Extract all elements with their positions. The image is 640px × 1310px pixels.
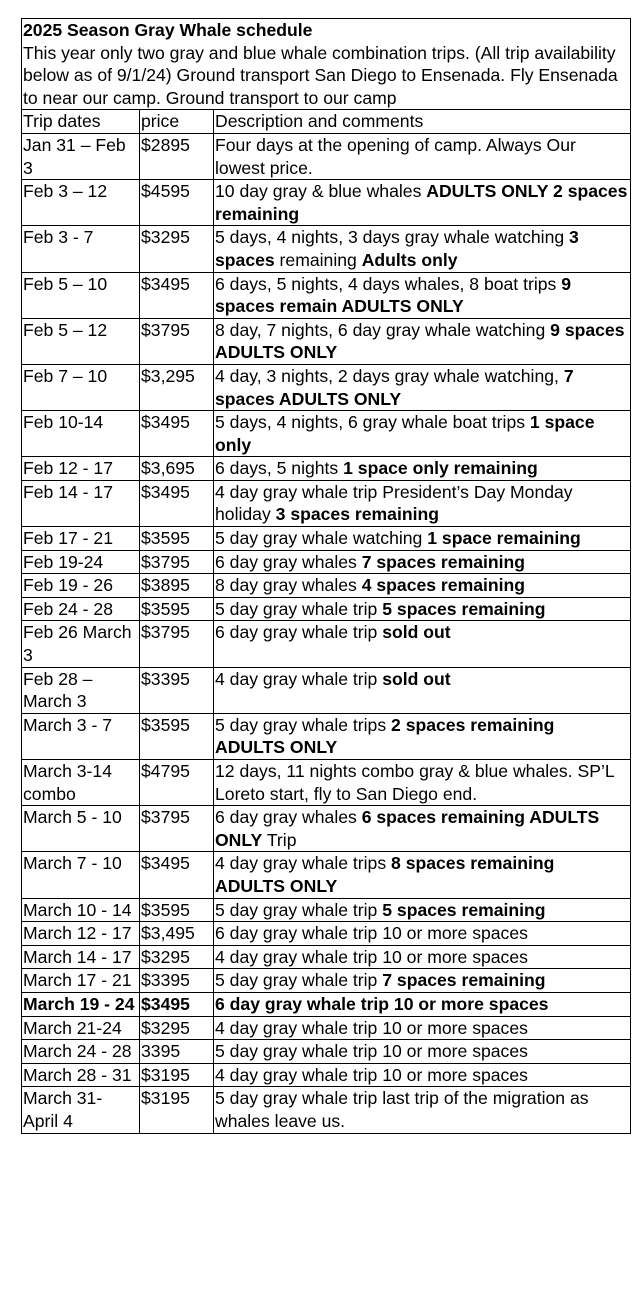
table-row	[22, 574, 631, 598]
price-cell: $3895	[140, 574, 214, 598]
description-highlight: 3 spaces	[215, 227, 579, 270]
schedule-sheet	[21, 18, 630, 1134]
description-text: Trip	[262, 829, 297, 850]
description-text: 5 days, 4 nights, 6 gray whale boat trips	[215, 412, 530, 433]
table-row	[22, 945, 631, 969]
trip-dates-cell: Feb 7 – 10	[22, 364, 140, 410]
description-highlight: 1 space remaining	[427, 528, 581, 549]
table-row	[22, 760, 631, 806]
trip-dates-cell: March 24 - 28	[22, 1040, 140, 1064]
trip-dates-cell: Feb 5 – 10	[22, 272, 140, 318]
description-cell	[214, 852, 631, 898]
table-row	[22, 713, 631, 759]
description-text: 5 day gray whale trip	[215, 899, 383, 920]
table-row	[22, 992, 631, 1016]
description-cell	[214, 1087, 631, 1133]
description-cell	[214, 364, 631, 410]
description-cell	[214, 806, 631, 852]
description-cell	[214, 411, 631, 457]
description-highlight: ADULTS ONLY 2 spaces remaining	[215, 181, 628, 224]
description-highlight: 7 spaces ADULTS ONLY	[215, 365, 574, 409]
description-text: 6 days, 5 nights, 4 days whales, 8 boat trips	[215, 273, 562, 294]
description-highlight: 1 space only	[215, 412, 595, 455]
description-highlight: 3 spaces remaining	[275, 504, 439, 525]
description-text: 6 day gray whale trip	[215, 622, 383, 643]
description-cell	[214, 457, 631, 481]
trip-dates-cell: Feb 17 - 21	[22, 527, 140, 551]
description-cell	[214, 480, 631, 526]
description-text: 5 day gray whale watching	[215, 528, 428, 549]
description-cell	[214, 226, 631, 272]
trip-dates-cell: March 10 - 14	[22, 898, 140, 922]
price-cell: $3495	[140, 480, 214, 526]
table-row	[22, 806, 631, 852]
schedule-table	[21, 18, 631, 1134]
description-text: 4 day gray whale trip 10 or more spaces	[215, 946, 528, 967]
price-cell: $3595	[140, 713, 214, 759]
price-cell: $3195	[140, 1087, 214, 1133]
price-cell: $4595	[140, 180, 214, 226]
description-highlight: 6 spaces remaining ADULTS ONLY	[215, 807, 600, 850]
trip-dates-cell: Feb 26 March 3	[22, 621, 140, 667]
table-row	[22, 898, 631, 922]
table-row	[22, 133, 631, 179]
price-cell: $3295	[140, 1016, 214, 1040]
description-text: 6 days, 5 nights	[215, 458, 344, 479]
description-text: remaining	[274, 249, 362, 270]
description-cell	[214, 713, 631, 759]
title-cell	[22, 19, 631, 110]
trip-dates-cell: Feb 12 - 17	[22, 457, 140, 481]
price-cell: $3595	[140, 597, 214, 621]
description-cell	[214, 1040, 631, 1064]
description-text: 4 day gray whale trip President’s Day Monday holiday	[215, 481, 573, 525]
column-header-price: price	[140, 110, 214, 134]
description-cell	[214, 272, 631, 318]
trip-dates-cell: Feb 10-14	[22, 411, 140, 457]
price-cell: $2895	[140, 133, 214, 179]
table-row	[22, 1063, 631, 1087]
trip-dates-cell: March 3-14 combo	[22, 760, 140, 806]
price-cell: $3595	[140, 898, 214, 922]
description-cell	[214, 574, 631, 598]
description-cell	[214, 969, 631, 993]
trip-dates-cell: March 28 - 31	[22, 1063, 140, 1087]
description-highlight: 7 spaces remaining	[361, 551, 526, 572]
description-text: 5 day gray whale trips	[215, 714, 392, 735]
description-text: 8 day, 7 nights, 6 day gray whale watching	[215, 319, 551, 340]
description-highlight: 8 spaces remaining ADULTS ONLY	[215, 853, 555, 896]
table-row	[22, 411, 631, 457]
price-cell: $3795	[140, 318, 214, 364]
price-cell: $3795	[140, 550, 214, 574]
description-text: 12 days, 11 nights combo gray & blue whales. SP’L Loreto start, fly to San Diego end.	[215, 761, 615, 804]
table-row	[22, 1087, 631, 1133]
description-text: 4 day gray whale trip 10 or more spaces	[215, 1017, 528, 1038]
description-highlight: 4 spaces remaining	[361, 575, 526, 596]
title-row	[22, 19, 631, 110]
table-row	[22, 364, 631, 410]
description-cell	[214, 527, 631, 551]
description-highlight: 1 space only remaining	[343, 458, 538, 479]
description-cell	[214, 318, 631, 364]
table-row	[22, 621, 631, 667]
price-cell: $3,695	[140, 457, 214, 481]
table-row	[22, 922, 631, 946]
trip-dates-cell: March 3 - 7	[22, 713, 140, 759]
description-cell	[214, 992, 631, 1016]
schedule-intro: This year only two gray and blue whale combination trips. (All trip availability below as of 9/1/24) Ground transport San Diego to Ensenada. Fly Ensenada to near our camp. Ground transport to our camp	[23, 42, 618, 108]
price-cell: $3,295	[140, 364, 214, 410]
price-cell: $3795	[140, 806, 214, 852]
price-cell: $3495	[140, 272, 214, 318]
column-header-description: Description and comments	[214, 110, 631, 134]
description-text: 8 day gray whales	[215, 575, 362, 596]
trip-dates-cell: March 7 - 10	[22, 852, 140, 898]
description-text: 5 day gray whale trip	[215, 598, 383, 619]
description-text: 5 days, 4 nights, 3 days gray whale watching	[215, 227, 570, 248]
trip-dates-cell: March 17 - 21	[22, 969, 140, 993]
description-text: 6 day gray whale trip 10 or more spaces	[215, 923, 528, 944]
trip-dates-cell: Feb 28 – March 3	[22, 667, 140, 713]
description-highlight: 7 spaces remaining	[382, 970, 546, 991]
description-cell	[214, 760, 631, 806]
trip-dates-cell: Feb 3 - 7	[22, 226, 140, 272]
table-row	[22, 457, 631, 481]
description-highlight: sold out	[382, 668, 451, 689]
trip-dates-cell: March 5 - 10	[22, 806, 140, 852]
price-cell: 3395	[140, 1040, 214, 1064]
table-row	[22, 1016, 631, 1040]
description-text: 5 day gray whale trip	[215, 970, 383, 991]
trip-dates-cell: Jan 31 – Feb 3	[22, 133, 140, 179]
price-cell: $3195	[140, 1063, 214, 1087]
description-highlight: sold out	[382, 622, 451, 643]
description-text: 4 day gray whale trip 10 or more spaces	[215, 1064, 528, 1085]
price-cell: $3,495	[140, 922, 214, 946]
price-cell: $3595	[140, 527, 214, 551]
description-cell	[214, 550, 631, 574]
trip-dates-cell: Feb 24 - 28	[22, 597, 140, 621]
table-row	[22, 1040, 631, 1064]
description-highlight: Adults only	[361, 249, 458, 270]
description-cell	[214, 621, 631, 667]
trip-dates-cell: Feb 19-24	[22, 550, 140, 574]
trip-dates-cell: March 14 - 17	[22, 945, 140, 969]
description-text: 5 day gray whale trip last trip of the migration as whales leave us.	[215, 1088, 589, 1131]
trip-dates-cell: Feb 14 - 17	[22, 480, 140, 526]
table-row	[22, 272, 631, 318]
price-cell: $3495	[140, 992, 214, 1016]
description-text: 6 day gray whale trip 10 or more spaces	[215, 993, 549, 1014]
description-highlight: 9 spaces remain ADULTS ONLY	[215, 273, 572, 317]
table-row	[22, 667, 631, 713]
description-cell	[214, 667, 631, 713]
description-cell	[214, 1063, 631, 1087]
trip-dates-cell: Feb 19 - 26	[22, 574, 140, 598]
price-cell: $4795	[140, 760, 214, 806]
description-highlight: 9 spaces ADULTS ONLY	[215, 319, 625, 363]
table-row	[22, 969, 631, 993]
description-text: 6 day gray whales	[215, 807, 362, 828]
description-cell	[214, 945, 631, 969]
table-row	[22, 852, 631, 898]
price-cell: $3295	[140, 945, 214, 969]
description-highlight: 5 spaces remaining	[382, 598, 546, 619]
table-row	[22, 318, 631, 364]
trip-dates-cell: March 19 - 24	[22, 992, 140, 1016]
table-row	[22, 527, 631, 551]
table-row	[22, 597, 631, 621]
description-cell	[214, 133, 631, 179]
description-text: 4 day, 3 nights, 2 days gray whale watching,	[215, 365, 564, 386]
trip-dates-cell: March 31- April 4	[22, 1087, 140, 1133]
description-highlight: 2 spaces remaining ADULTS ONLY	[215, 714, 555, 758]
header-row	[22, 110, 631, 134]
description-cell	[214, 1016, 631, 1040]
column-header-dates: Trip dates	[22, 110, 140, 134]
schedule-title: 2025 Season Gray Whale schedule	[23, 20, 313, 40]
description-cell	[214, 180, 631, 226]
description-text: 6 day gray whales	[215, 551, 362, 572]
trip-dates-cell: March 21-24	[22, 1016, 140, 1040]
description-text: 4 day gray whale trips	[215, 853, 392, 874]
price-cell: $3795	[140, 621, 214, 667]
price-cell: $3295	[140, 226, 214, 272]
description-text: 4 day gray whale trip	[215, 668, 383, 689]
description-cell	[214, 922, 631, 946]
price-cell: $3395	[140, 667, 214, 713]
price-cell: $3395	[140, 969, 214, 993]
table-row	[22, 550, 631, 574]
price-cell: $3495	[140, 852, 214, 898]
description-text: 5 day gray whale trip 10 or more spaces	[215, 1041, 528, 1062]
description-cell	[214, 597, 631, 621]
description-highlight: 5 spaces remaining	[382, 899, 546, 920]
description-cell	[214, 898, 631, 922]
trip-dates-cell: Feb 3 – 12	[22, 180, 140, 226]
trip-dates-cell: Feb 5 – 12	[22, 318, 140, 364]
table-row	[22, 480, 631, 526]
price-cell: $3495	[140, 411, 214, 457]
table-row	[22, 180, 631, 226]
trip-dates-cell: March 12 - 17	[22, 922, 140, 946]
description-text: 10 day gray & blue whales	[215, 181, 427, 202]
table-row	[22, 226, 631, 272]
description-text: Four days at the opening of camp. Always Our lowest price.	[215, 134, 576, 178]
